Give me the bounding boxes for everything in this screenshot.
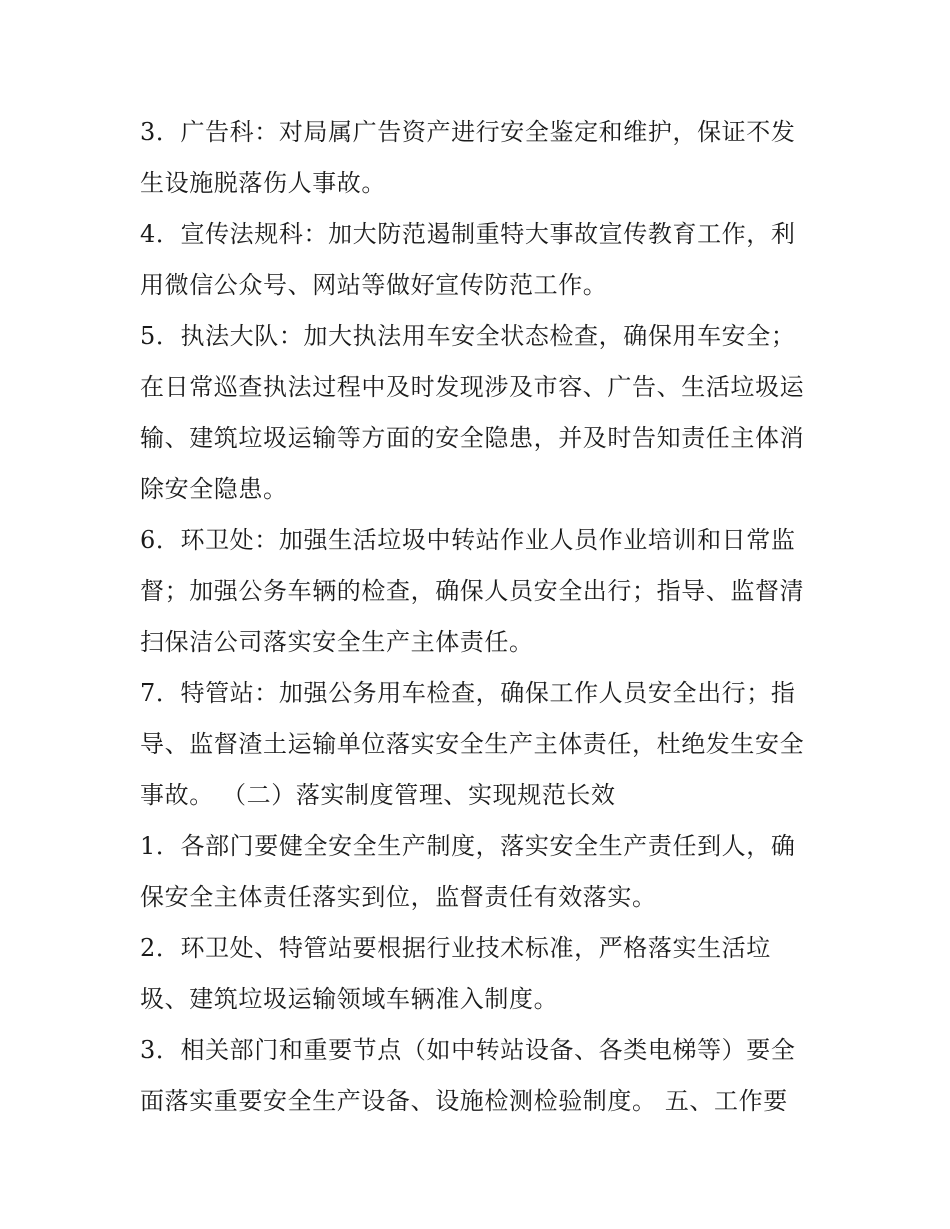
text-line: 3．广告科：对局属广告资产进行安全鉴定和维护，保证不发 [140, 118, 796, 146]
text-line: 7．特管站：加强公务用车检查，确保工作人员安全出行；指 [140, 679, 796, 707]
text-line: 在日常巡查执法过程中及时发现涉及市容、广告、生活垃圾运 [140, 373, 805, 401]
text-line: 扫保洁公司落实安全生产主体责任。 [140, 628, 534, 656]
text-line: 用微信公众号、网站等做好宣传防范工作。 [140, 271, 608, 299]
text-line: 圾、建筑垃圾运输领域车辆准入制度。 [140, 985, 559, 1013]
text-line: 面落实重要安全生产设备、设施检测检验制度。 五、工作要 [140, 1087, 788, 1115]
text-line: 生设施脱落伤人事故。 [140, 169, 386, 197]
document-body [140, 107, 820, 1127]
text-line: 4．宣传法规科：加大防范遏制重特大事故宣传教育工作，利 [140, 220, 796, 248]
text-line: 保安全主体责任落实到位，监督责任有效落实。 [140, 883, 657, 911]
text-line: 2．环卫处、特管站要根据行业技术标准，严格落实生活垃 [140, 934, 771, 962]
text-line: 导、监督渣土运输单位落实安全生产主体责任，杜绝发生安全 [140, 730, 805, 758]
text-line: 事故。 （二）落实制度管理、实现规范长效 [140, 781, 616, 809]
text-line: 3．相关部门和重要节点（如中转站设备、各类电梯等）要全 [140, 1036, 796, 1064]
text-line: 1．各部门要健全安全生产制度，落实安全生产责任到人，确 [140, 832, 796, 860]
text-line: 督；加强公务车辆的检查，确保人员安全出行；指导、监督清 [140, 577, 805, 605]
text-line: 除安全隐患。 [140, 475, 288, 503]
text-line: 5．执法大队：加大执法用车安全状态检查，确保用车安全； [140, 322, 796, 350]
text-line: 6．环卫处：加强生活垃圾中转站作业人员作业培训和日常监 [140, 526, 796, 554]
text-line: 输、建筑垃圾运输等方面的安全隐患，并及时告知责任主体消 [140, 424, 805, 452]
